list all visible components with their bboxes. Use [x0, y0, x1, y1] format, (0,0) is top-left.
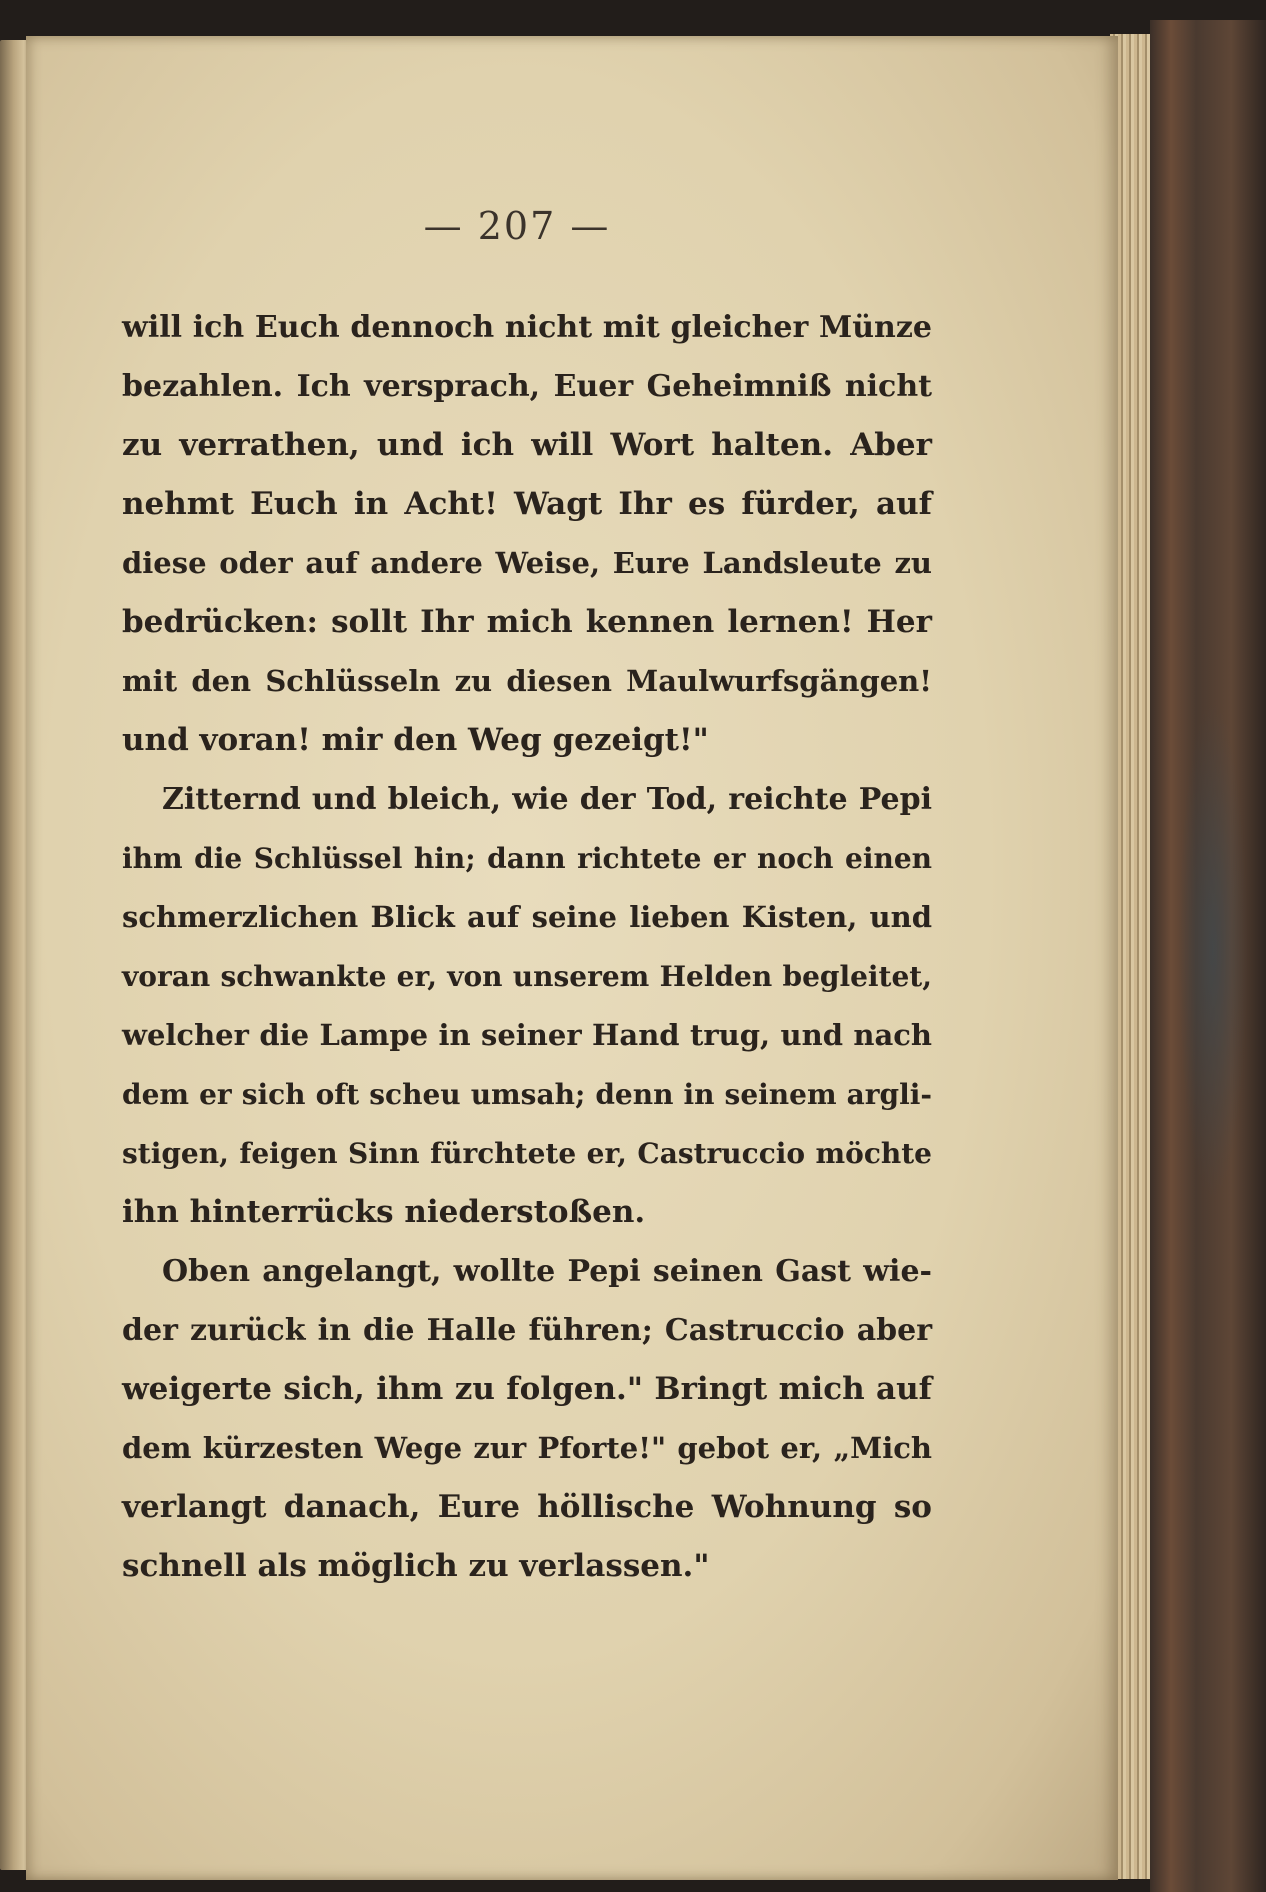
page-number: — 207 — [423, 204, 611, 248]
text-line: Oben angelangt, wollte Pepi seinen Gast wie- [162, 1254, 932, 1289]
text-line: bezahlen. Ich versprach, Euer Geheimniß nicht [122, 369, 932, 404]
cover-stain [1178, 700, 1248, 1200]
body-text [122, 298, 932, 1596]
text-line: der zurück in die Halle führen; Castruccio aber [122, 1313, 932, 1348]
text-line: zu verrathen, und ich will Wort halten. Aber [122, 427, 932, 463]
text-line: und voran! mir den Weg gezeigt!" [122, 722, 709, 758]
text-line: ihm die Schlüssel hin; dann richtete er noch einen [122, 842, 932, 875]
text-line: dem kürzesten Wege zur Pforte!" gebot er, „Mich [122, 1431, 932, 1465]
text-line: Zitternd und bleich, wie der Tod, reichte Pepi [162, 782, 932, 817]
text-line: welcher die Lampe in seiner Hand trug, und nach [122, 1018, 932, 1052]
text-line: bedrücken: sollt Ihr mich kennen lernen! Her [122, 604, 932, 640]
text-line: ihn hinterrücks niederstoßen. [122, 1194, 646, 1230]
text-line: weigerte sich, ihm zu folgen." Bringt mich auf [122, 1371, 932, 1407]
text-line: will ich Euch dennoch nicht mit gleicher Münze [122, 310, 932, 345]
text-line: nehmt Euch in Acht! Wagt Ihr es fürder, auf [122, 486, 932, 522]
text-line: diese oder auf andere Weise, Eure Landsleute zu [122, 546, 932, 580]
text-line: schnell als möglich zu verlassen." [122, 1548, 710, 1584]
book-page [26, 36, 1118, 1880]
text-line: verlangt danach, Eure höllische Wohnung so [122, 1489, 932, 1525]
text-line: schmerzlichen Blick auf seine lieben Kisten, und [122, 900, 932, 934]
text-line: voran schwankte er, von unserem Helden begleitet, [122, 960, 932, 993]
text-line: dem er sich oft scheu umsah; denn in seinem argli- [122, 1078, 932, 1111]
text-line: mit den Schlüsseln zu diesen Maulwurfsgängen! [122, 664, 932, 698]
text-line: stigen, feigen Sinn fürchtete er, Castruccio möchte [122, 1137, 932, 1170]
